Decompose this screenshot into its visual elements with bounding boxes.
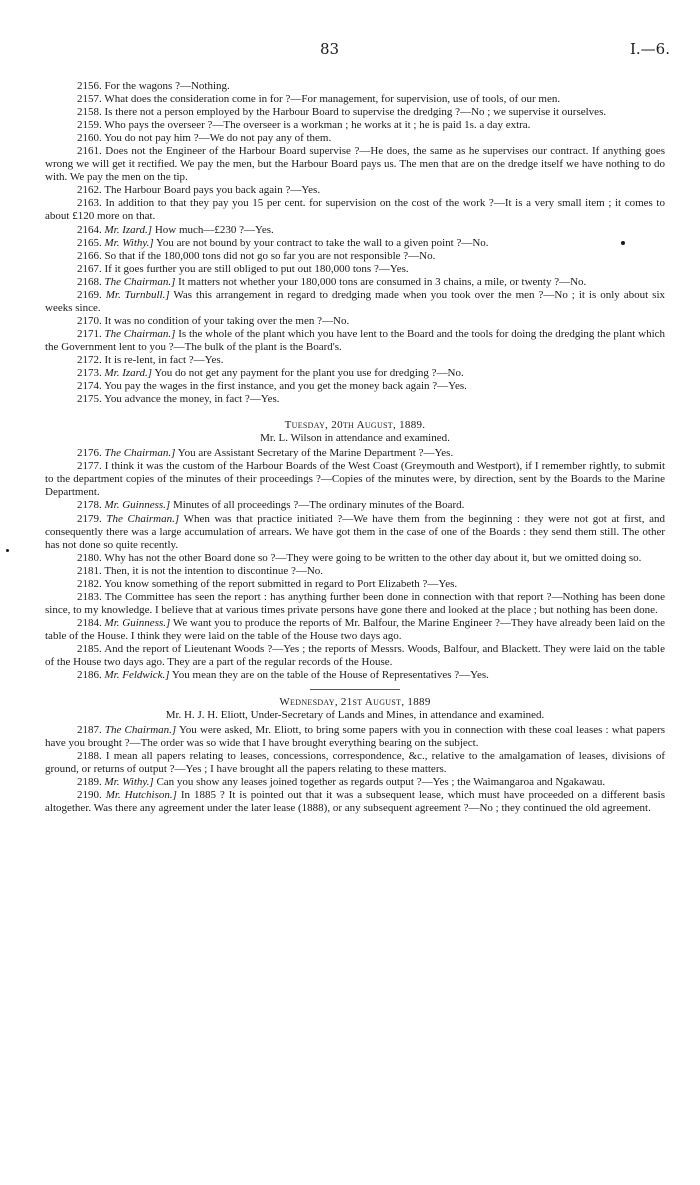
- qa-entry: [45, 367, 665, 380]
- question-number: 2185.: [77, 642, 102, 655]
- question-number: 2173.: [77, 367, 102, 380]
- question-number: 2169.: [77, 288, 102, 301]
- speaker: Mr. Hutchison.]: [105, 789, 177, 802]
- qa-entry: [45, 669, 665, 682]
- qa-entry: [45, 354, 665, 367]
- question-number: 2182.: [77, 577, 102, 590]
- speaker: Mr. Withy.]: [104, 236, 154, 249]
- speaker: The Chairman.]: [106, 512, 180, 525]
- question-text: You pay the wages in the first instance, and you get the money back again ?—Yes.: [104, 380, 467, 393]
- qa-entry: [45, 237, 665, 250]
- question-number: 2161.: [77, 145, 102, 158]
- question-text: We want you to produce the reports of Mr. Balfour, the Marine Engineer ?—They have already been laid on the table of the House. I think they were laid on the table of the House two days ago.: [45, 616, 665, 642]
- question-number: 2164.: [77, 223, 102, 236]
- question-number: 2174.: [77, 380, 102, 393]
- qa-entry: [45, 380, 665, 393]
- question-text: You know something of the report submitted in regard to Port Elizabeth ?—Yes.: [104, 577, 458, 590]
- question-text: When was that practice initiated ?—We have them from the beginning : they were not got at first, and consequently there was a large accumulation of arrears. We have got them in the case of one of the Boards : they send them still. The other has not done so quite recently.: [45, 512, 665, 551]
- qa-entry: [45, 393, 665, 406]
- speaker: Mr. Withy.]: [104, 776, 154, 789]
- question-number: 2170.: [77, 314, 102, 327]
- question-text: In 1885 ? It is pointed out that it was a subsequent lease, which must have proceeded on a different basis altogether. Was there any agreement under the later lease (1888), or any subsequent agreement ?—No ; they continued the old agreement.: [45, 789, 665, 815]
- question-text: Minutes of all proceedings ?—The ordinary minutes of the Board.: [172, 499, 465, 512]
- question-text: I think it was the custom of the Harbour Boards of the West Coast (Greymouth and Westport), if I remember rightly, to submit to the department copies of the minutes of their proceedings ?—Copies of the minutes were, by direction, sent by the Boards to the Marine Department.: [45, 460, 666, 499]
- question-number: 2187.: [77, 724, 102, 737]
- question-text: You are not bound by your contract to take the wall to a given point ?—No.: [156, 236, 489, 249]
- qa-entry: [45, 565, 665, 578]
- question-text: It was no condition of your taking over the men ?—No.: [104, 314, 350, 327]
- qa-entry: [45, 789, 665, 815]
- question-text: Does not the Engineer of the Harbour Board supervise ?—He does, the same as he supervises our contract. If anything goes wrong we will get it rectified. We pay the men, but the Harbour Board pays us. The men that are on the dredge itself we have nothing to do with. We pay the men on the tip.: [45, 145, 666, 184]
- page-number: 83: [320, 40, 340, 58]
- question-number: 2176.: [77, 447, 102, 460]
- page-reference: I.—6.: [629, 40, 670, 58]
- question-text: The Committee has seen the report : has anything further been done in connection with that report ?—Nothing has been done since, to my knowledge. I believe that at various times private persons have gone there and looked at the place ; but nothing has been done.: [45, 590, 665, 616]
- question-text: For the wagons ?—Nothing.: [104, 80, 230, 92]
- question-text: And the report of Lieutenant Woods ?—Yes ; the reports of Messrs. Woods, Balfour, and Blackett. They were laid on the table of the House two days ago. They are a part of the regular records of the House.: [45, 642, 665, 669]
- qa-entry: [45, 552, 665, 565]
- question-text: You advance the money, in fact ?—Yes.: [104, 393, 280, 406]
- qa-block-3: [45, 724, 665, 815]
- qa-entry: [45, 513, 665, 552]
- question-text: It is re-lent, in fact ?—Yes.: [104, 353, 224, 366]
- section-date-heading: Tuesday, 20th August, 1889.: [284, 419, 426, 432]
- question-number: 2177.: [77, 460, 102, 473]
- ink-speck: [6, 549, 9, 552]
- qa-entry: [45, 591, 665, 617]
- speaker: Mr. Izard.]: [104, 223, 153, 236]
- qa-entry: [45, 80, 665, 93]
- question-number: 2171.: [77, 327, 102, 340]
- speaker: Mr. Feldwick.]: [104, 669, 170, 682]
- speaker: The Chairman.]: [104, 327, 176, 340]
- question-number: 2190.: [77, 789, 102, 802]
- question-text: Why has not the other Board done so ?—They were going to be written to the other day about it, but we omitted doing so.: [104, 551, 642, 564]
- qa-entry: [45, 224, 665, 237]
- ink-speck: [621, 241, 625, 245]
- witness-line: Mr. H. J. H. Eliott, Under-Secretary of Lands and Mines, in attendance and examined.: [165, 709, 545, 722]
- question-number: 2180.: [77, 551, 102, 564]
- question-text: You were asked, Mr. Eliott, to bring some papers with you in connection with these coal leases : what papers have you brought ?—The order was so wide that I have brought everything bearing on the subject.: [45, 724, 666, 750]
- speaker: Mr. Guinness.]: [104, 616, 171, 629]
- question-number: 2188.: [77, 750, 102, 763]
- question-number: 2179.: [77, 512, 102, 525]
- question-text: Is the whole of the plant which you have lent to the Board and the tools for doing the dredging the plant which the Government lent to you ?—The bulk of the plant is the Board's.: [45, 327, 666, 353]
- question-number: 2184.: [77, 616, 102, 629]
- qa-entry: [45, 328, 665, 354]
- question-number: 2156.: [77, 80, 102, 92]
- speaker: The Chairman.]: [104, 275, 176, 288]
- question-text: It matters not whether your 180,000 tons are consumed in 3 chains, a mile, or twenty ?—No.: [178, 275, 587, 288]
- speaker: Mr. Izard.]: [104, 367, 153, 380]
- qa-entry: [45, 263, 665, 276]
- question-text: Is there not a person employed by the Harbour Board to supervise the dredging ?—No ; we supervise it ourselves.: [104, 106, 607, 119]
- qa-entry: [45, 197, 665, 223]
- qa-entry: [45, 93, 665, 106]
- question-number: 2159.: [77, 119, 102, 132]
- question-number: 2166.: [77, 249, 102, 262]
- question-number: 2157.: [77, 93, 102, 106]
- question-text: What does the consideration come in for ?—For management, for supervision, use of tools, of our men.: [104, 93, 561, 106]
- question-number: 2183.: [77, 590, 102, 603]
- qa-entry: [45, 145, 665, 184]
- question-text: The Harbour Board pays you back again ?—Yes.: [104, 184, 321, 197]
- qa-entry: [45, 578, 665, 591]
- qa-entry: [45, 750, 665, 776]
- question-number: 2172.: [77, 353, 102, 366]
- qa-entry: [45, 776, 665, 789]
- question-number: 2162.: [77, 184, 102, 197]
- question-number: 2158.: [77, 106, 102, 119]
- question-number: 2165.: [77, 236, 102, 249]
- qa-entry: [45, 119, 665, 132]
- qa-entry: [45, 276, 665, 289]
- speaker: Mr. Turnbull.]: [105, 288, 170, 301]
- question-text: You mean they are on the table of the House of Representatives ?—Yes.: [171, 669, 489, 682]
- witness-line: Mr. L. Wilson in attendance and examined.: [260, 432, 450, 445]
- question-number: 2175.: [77, 393, 102, 406]
- qa-entry: [45, 447, 665, 460]
- question-text: You do not pay him ?—We do not pay any of them.: [104, 132, 332, 145]
- question-text: I mean all papers relating to leases, concessions, correspondence, &c., relative to the amalgamation of leases, divisions of ground, or returns of output ?—Yes ; I have brought all the papers relating to these matters.: [45, 750, 665, 776]
- qa-entry: [45, 499, 665, 512]
- question-text: How much—£230 ?—Yes.: [154, 223, 274, 236]
- qa-entry: [45, 132, 665, 145]
- qa-entry: [45, 643, 665, 669]
- qa-entry: [45, 460, 665, 499]
- qa-entry: [45, 315, 665, 328]
- qa-entry: [45, 724, 665, 750]
- question-text: So that if the 180,000 tons did not go so far you are not responsible ?—No.: [104, 249, 436, 262]
- speaker: The Chairman.]: [104, 447, 176, 460]
- question-number: 2189.: [77, 776, 102, 789]
- question-text: You are Assistant Secretary of the Marine Department ?—Yes.: [177, 447, 454, 460]
- question-number: 2160.: [77, 132, 102, 145]
- question-text: In addition to that they pay you 15 per cent. for supervision on the cost of the work ?—It is a very small item ; it comes to about £120 more on that.: [45, 197, 665, 223]
- qa-block-1: [45, 80, 665, 406]
- question-number: 2167.: [77, 262, 102, 275]
- question-text: Was this arrangement in regard to dredging made when you took over the men ?—No ; it is only about six weeks since.: [45, 288, 665, 314]
- section-date-heading: Wednesday, 21st August, 1889: [279, 696, 431, 709]
- qa-entry: [45, 617, 665, 643]
- page-header: [0, 40, 700, 60]
- question-text: You do not get any payment for the plant you use for dredging ?—No.: [154, 367, 464, 380]
- question-text: Can you show any leases joined together as regards output ?—Yes ; the Waimangaroa and Ngakawau.: [156, 776, 606, 789]
- question-number: 2178.: [77, 499, 102, 512]
- question-text: If it goes further you are still obliged to put out 180,000 tons ?—Yes.: [104, 262, 409, 275]
- section-divider: [310, 689, 400, 690]
- page-content: [45, 80, 665, 816]
- question-text: Then, it is not the intention to discontinue ?—No.: [104, 564, 324, 577]
- question-number: 2181.: [77, 564, 102, 577]
- qa-entry: [45, 184, 665, 197]
- question-number: 2186.: [77, 669, 102, 682]
- question-number: 2163.: [77, 197, 102, 210]
- qa-entry: [45, 289, 665, 315]
- question-number: 2168.: [77, 275, 102, 288]
- qa-entry: [45, 250, 665, 263]
- speaker: Mr. Guinness.]: [104, 499, 171, 512]
- speaker: The Chairman.]: [104, 724, 177, 737]
- question-text: Who pays the overseer ?—The overseer is a workman ; he works at it ; he is paid 1s. a day extra.: [104, 119, 531, 132]
- qa-block-2: [45, 447, 665, 682]
- qa-entry: [45, 106, 665, 119]
